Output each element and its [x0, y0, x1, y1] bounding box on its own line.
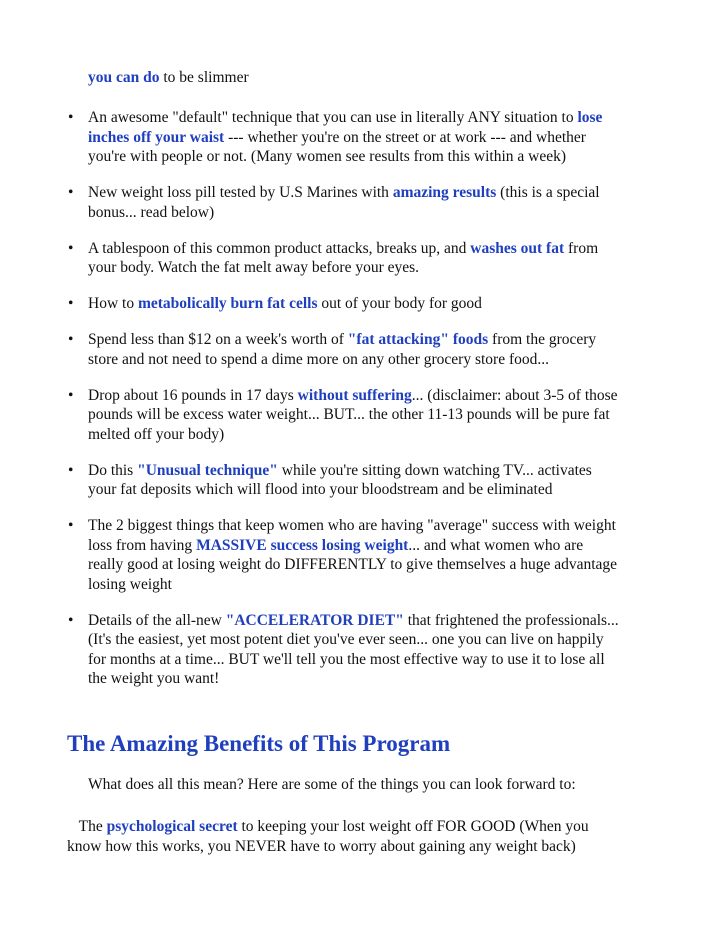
bullet-dot-icon: • [68, 239, 74, 257]
bullet-text: Do this [88, 461, 138, 479]
bullet-text: ... and what women who are [408, 536, 584, 554]
bullet-text: out of your body for good [317, 295, 482, 312]
bullet-keyword: inches off your waist [88, 128, 225, 146]
bullet-line [88, 650, 668, 670]
intro-line [88, 67, 249, 89]
intro-text: to be slimmer [159, 69, 249, 86]
bullet-text: from the grocery [488, 331, 597, 348]
bullet-line [88, 330, 668, 350]
bullet-dot-icon: • [68, 386, 74, 404]
bullet-item [0, 386, 668, 445]
bullet-item [0, 108, 668, 167]
bullet-keyword: washes out fat [470, 239, 565, 257]
bullet-text: loss from having [88, 536, 197, 554]
bullet-text: from [564, 239, 599, 257]
bullet-item [0, 611, 668, 689]
bullet-text: A tablespoon of this common product attacks, breaks up, and [88, 239, 471, 257]
bullet-text: An awesome "default" technique that you can use in literally ANY situation to [88, 109, 578, 126]
bullet-item [0, 516, 668, 594]
bullet-text: that frightened the professionals... [403, 611, 619, 629]
bullet-line [88, 480, 668, 500]
bullet-keyword: "ACCELERATOR DIET" [225, 611, 404, 629]
bullet-text: melted off your body) [88, 425, 225, 443]
benefit-rest: to keeping your lost weight off FOR GOOD (When you [237, 818, 589, 835]
bullet-text: (this is a special [496, 184, 600, 201]
bullet-item [0, 461, 668, 500]
bullet-keyword: amazing results [392, 184, 497, 201]
bullet-text: your body. Watch the fat melt away before your eyes. [88, 259, 420, 276]
bullet-line [88, 555, 668, 575]
bullet-dot-icon: • [68, 109, 74, 126]
bullet-keyword: MASSIVE success losing weight [196, 536, 409, 554]
bullet-text: New weight loss pill tested by U.S Marines with [88, 184, 393, 201]
bullet-line [88, 575, 668, 595]
bullet-text: your fat deposits which will flood into your bloodstream and be eliminated [88, 481, 553, 498]
bullet-keyword: metabolically burn fat cells [137, 295, 318, 312]
bullet-text: The 2 biggest things that keep women who are having "average" success with weight [88, 517, 616, 534]
bullet-line [88, 183, 668, 203]
bullet-dot-icon: • [68, 295, 74, 312]
benefit-keyword: psychological secret [106, 818, 238, 835]
bullet-text: --- whether you're on the street or at work --- and whether [224, 128, 586, 146]
bullet-line [88, 203, 668, 223]
bullet-list [0, 108, 728, 705]
lead-paragraph: What does all this mean? Here are some of the things you can look forward to: [88, 776, 576, 793]
benefit-line-2: know how this works, you NEVER have to worry about gaining any weight back) [67, 838, 576, 855]
bullet-line [88, 536, 668, 556]
bullet-item [0, 294, 668, 314]
bullet-text: really good at losing weight do DIFFERENTLY to give themselves a huge advantage [88, 556, 618, 573]
bullet-line [88, 630, 668, 650]
bullet-item [0, 183, 668, 222]
bullet-line [88, 461, 668, 481]
section-heading: The Amazing Benefits of This Program [67, 731, 451, 756]
bullet-line [88, 108, 668, 128]
bullet-text: while you're sitting down watching TV... activates [277, 461, 592, 479]
bullet-text: Details of the all-new [88, 611, 226, 629]
bullet-item [0, 330, 668, 369]
bullet-text: pounds will be excess water weight... BUT... the other 11-13 pounds will be pure fat [88, 406, 610, 423]
bullet-text: store and not need to spend a dime more on any other grocery store food... [88, 350, 549, 368]
bullet-line [88, 258, 668, 278]
benefit-line-1 [67, 817, 589, 837]
bullet-line [88, 239, 668, 259]
bullet-keyword: lose [577, 109, 603, 126]
bullet-line [88, 350, 668, 370]
bullet-text: you're with people or not. (Many women see results from this within a week) [88, 148, 567, 165]
bullet-line [88, 516, 668, 536]
bullet-keyword: "Unusual technique" [137, 461, 278, 479]
bullet-keyword: without suffering [297, 386, 412, 404]
bullet-line [88, 669, 668, 689]
bullet-line [88, 147, 668, 167]
bullet-dot-icon: • [68, 461, 74, 479]
bullet-line [88, 611, 668, 631]
bullet-text: ... (disclaimer: about 3-5 of those [411, 386, 618, 404]
bullet-line [88, 405, 668, 425]
bullet-keyword: "fat attacking" foods [347, 331, 489, 348]
bullet-dot-icon: • [68, 517, 74, 534]
bullet-text: losing weight [88, 575, 172, 593]
benefit-paragraph [67, 817, 589, 857]
bullet-line [88, 386, 668, 406]
intro-keyword: you can do [88, 69, 160, 86]
bullet-line [88, 425, 668, 445]
bullet-line [88, 294, 668, 314]
bullet-text: the weight you want! [88, 670, 220, 687]
bullet-text: Spend less than $12 on a week's worth of [88, 331, 348, 348]
bullet-text: Drop about 16 pounds in 17 days [88, 386, 298, 404]
bullet-dot-icon: • [68, 331, 74, 348]
bullet-text: How to [88, 295, 138, 312]
bullet-item [0, 239, 668, 278]
benefit-pre: The [78, 818, 107, 835]
bullet-dot-icon: • [68, 611, 74, 629]
bullet-dot-icon: • [68, 184, 74, 201]
bullet-text: bonus... read below) [88, 203, 215, 221]
bullet-text: for months at a time... BUT we'll tell you the most effective way to use it to lose all [88, 650, 605, 668]
bullet-line [88, 128, 668, 148]
bullet-text: (It's the easiest, yet most potent diet you've ever seen... one you can live on happily [88, 631, 604, 648]
